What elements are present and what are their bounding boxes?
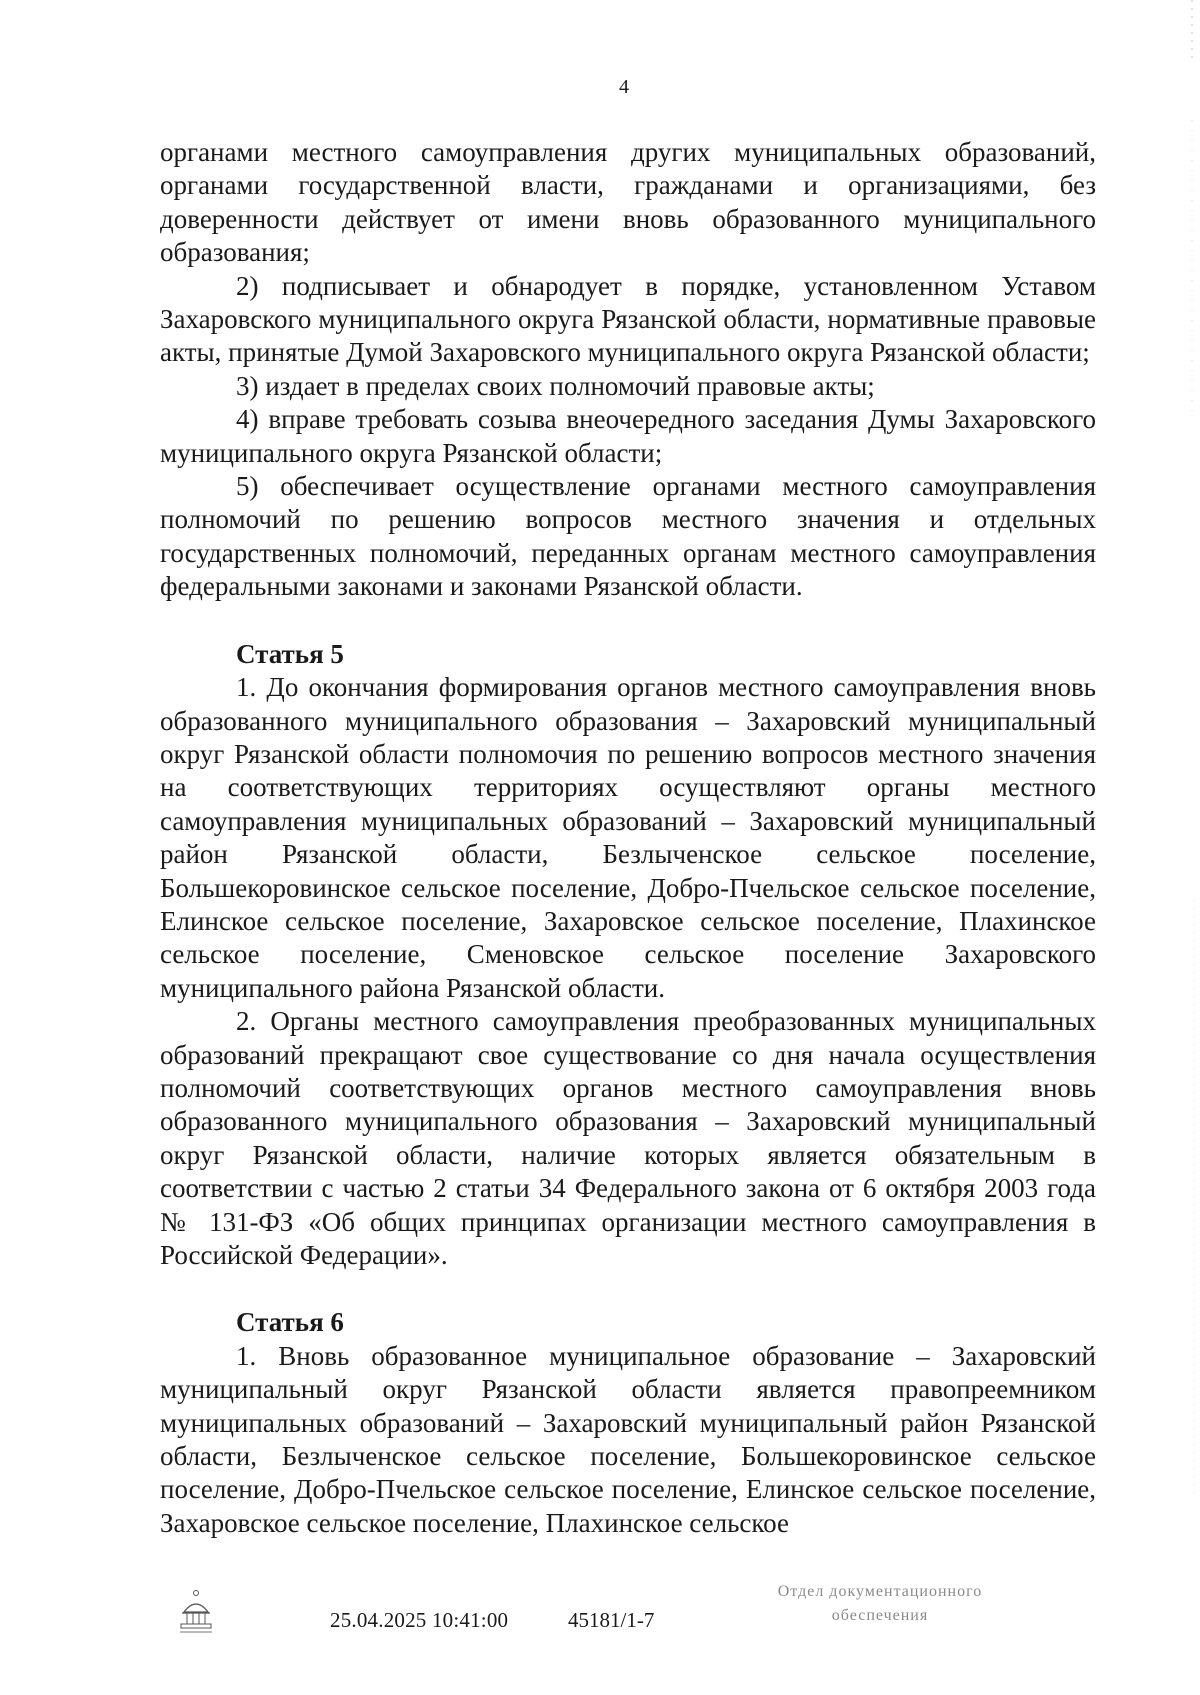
document-body xyxy=(160,136,1096,1540)
scan-edge-marks xyxy=(1170,0,1200,1695)
stamp-line-2: обеспечения xyxy=(831,1607,929,1624)
footer-registration-number: 45181/1-7 xyxy=(568,1608,655,1632)
paragraph: органами местного самоуправления других муниципальных образований, органами государственной власти, гражданами и организациями, без доверенности действует от имени вновь образованного муниципального образования; xyxy=(160,137,1096,268)
article-5-paragraph-1: 1. До окончания формирования органов местного самоуправления вновь образованного муниципального образования – Захаровский муниципальный округ Рязанской области полномочия по решению вопросов местного значения на соответствующих территориях осуществляют органы местного самоуправления муниципальных образований – Захаровский муниципальный район Рязанской области, Безлыченское сельское поселение, Большекоровинское сельское поселение, Добро-Пчельское сельское поселение, Елинское сельское поселение, Захаровское сельское поселение, Плахинское сельское поселение, Сменовское сельское поселение Захаровского муниципального района Рязанской области. xyxy=(160,672,1096,1003)
page-number: 4 xyxy=(619,76,629,98)
paragraph: 4) вправе требовать созыва внеочередного заседания Думы Захаровского муниципального округа Рязанской области; xyxy=(160,404,1096,468)
paragraph: 3) издает в пределах своих полномочий правовые акты; xyxy=(236,370,875,401)
article-6-paragraph-1: 1. Вновь образованное муниципальное образование – Захаровский муниципальный округ Рязанской области является правопреемником муниципальных образований – Захаровский муниципальный район Рязанской области, Безлыченское сельское поселение, Большекоровинское сельское поселение, Добро-Пчельское сельское поселение, Елинское сельское поселение, Захаровское сельское поселение, Плахинское сельское xyxy=(160,1340,1096,1538)
paragraph: 2) подписывает и обнародует в порядке, установленном Уставом Захаровского муниципального округа Рязанской области, нормативные правовые акты, принятые Думой Захаровского муниципального округа Рязанской области; xyxy=(160,270,1096,368)
article-5-heading: Статья 5 xyxy=(236,638,344,669)
article-5-paragraph-2: 2. Органы местного самоуправления преобразованных муниципальных образований прекращают свое существование со дня начала осуществления полномочий соответствующих органов местного самоуправления вновь образованного муниципального образования – Захаровский муниципальный округ Рязанской области, наличие которых является обязательным в соответствии с частью 2 статьи 34 Федерального закона от 6 октября 2003 года № 131-ФЗ «Об общих принципах организации местного самоуправления в Российской Федерации». xyxy=(160,1006,1096,1270)
stamp-line-1: Отдел документационного xyxy=(777,1583,983,1600)
article-6-heading: Статья 6 xyxy=(236,1307,344,1338)
paragraph: 5) обеспечивает осуществление органами местного самоуправления полномочий по решению вопросов местного значения и отдельных государственных полномочий, переданных органам местного самоуправления федеральными законами и законами Рязанской области. xyxy=(160,471,1096,602)
footer-datetime: 25.04.2025 10:41:00 xyxy=(330,1608,509,1632)
parliament-emblem-icon xyxy=(176,1588,216,1636)
department-stamp xyxy=(710,1580,1050,1628)
